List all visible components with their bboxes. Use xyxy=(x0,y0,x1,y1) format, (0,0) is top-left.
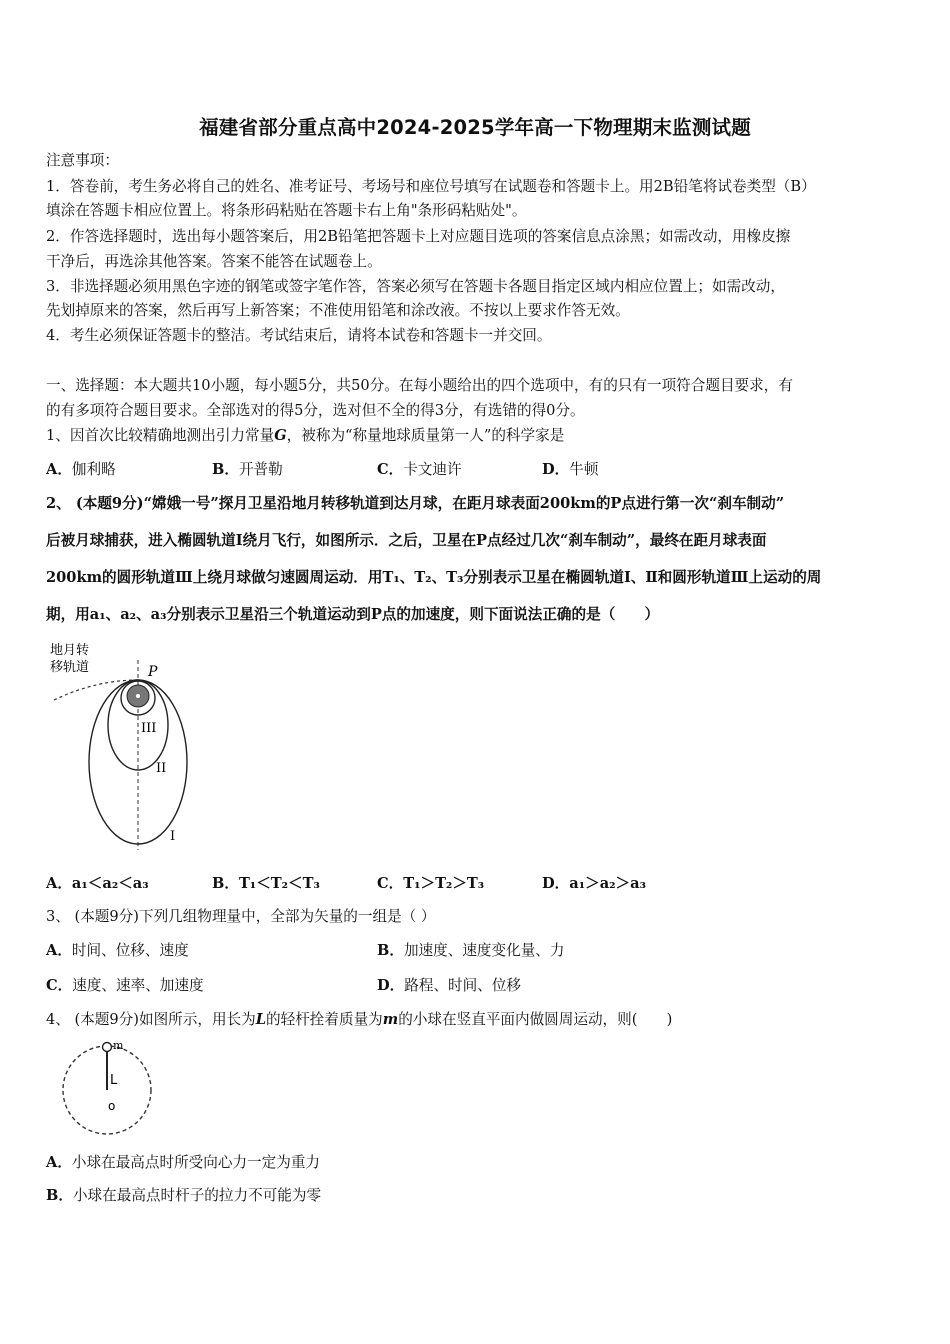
transfer-orbit-label: 地月转 xyxy=(50,643,90,658)
q1-stem: 1、因首次比较精确地测出引力常量G，被称为“称量地球质量第一人”的科学家是 xyxy=(46,427,565,444)
small-ball xyxy=(103,1043,112,1052)
section-intro: 一、选择题：本大题共10小题，每小题5分，共50分。在每小题给出的四个选项中，有的只有一项符合题目要求，有 xyxy=(46,377,793,394)
q3-option-a: A．时间、位移、速度 xyxy=(46,942,189,959)
q4-option-b: B．小球在最高点时杆子的拉力不可能为零 xyxy=(46,1187,322,1204)
q1-option-d: D．牛顿 xyxy=(542,461,599,478)
q2-option-c: C．T₁＞T₂＞T₃ xyxy=(377,875,485,892)
q2-option-b: B．T₁＜T₂＜T₃ xyxy=(212,875,320,892)
q2-stem-line: 2、 (本题9分)“嫦娥一号”探月卫星沿地月转移轨道到达月球，在距月球表面200km的P点进行第一次“刹车制动” xyxy=(46,495,785,512)
page-title: 福建省部分重点高中2024-2025学年高一下物理期末监测试题 xyxy=(199,116,751,139)
moon-center xyxy=(136,694,140,698)
q3-option-d: D．路程、时间、位移 xyxy=(377,977,522,994)
q2-stem-line: 后被月球捕获，进入椭圆轨道Ⅰ绕月飞行，如图所示．之后，卫星在P点经过几次“刹车制动”，最终在距月球表面 xyxy=(46,532,767,549)
q2-option-d: D．a₁＞a₂＞a₃ xyxy=(542,875,646,892)
orbit-iii-label: III xyxy=(141,721,157,736)
mass-label: m xyxy=(113,1039,124,1052)
center-label: o xyxy=(108,1099,116,1113)
q2-option-a: A．a₁＜a₂＜a₃ xyxy=(46,875,149,892)
notice-line: 先划掉原来的答案，然后再写上新答案；不准使用铅笔和涂改液。不按以上要求作答无效。 xyxy=(46,302,630,319)
lunar-orbit-figure xyxy=(46,640,206,855)
q1-option-b: B．开普勒 xyxy=(212,461,283,478)
notice-heading: 注意事项： xyxy=(46,152,119,169)
length-label: L xyxy=(110,1073,118,1088)
orbit-i-label: I xyxy=(170,829,176,844)
q1-option-a: A．伽利略 xyxy=(46,461,116,478)
notice-line: 填涂在答题卡相应位置上。将条形码粘贴在答题卡右上角"条形码粘贴处"。 xyxy=(46,202,527,219)
q3-option-b: B．加速度、速度变化量、力 xyxy=(377,942,565,959)
q1-option-c: C．卡文迪许 xyxy=(377,461,462,478)
q2-stem-line: 200km的圆形轨道Ⅲ上绕月球做匀速圆周运动．用T₁、T₂、T₃分别表示卫星在椭圆轨道Ⅰ、Ⅱ和圆形轨道Ⅲ上运动的周 xyxy=(46,569,822,586)
q4-option-a: A．小球在最高点时所受向心力一定为重力 xyxy=(46,1154,321,1171)
transfer-orbit-label: 移轨道 xyxy=(50,660,90,675)
point-p-label: P xyxy=(148,664,158,680)
q3-stem: 3、 (本题9分)下列几组物理量中，全部为矢量的一组是（ ） xyxy=(46,908,436,925)
notice-line: 2．作答选择题时，选出每小题答案后，用2B铅笔把答题卡上对应题目选项的答案信息点涂黑；如需改动，用橡皮擦 xyxy=(46,228,791,245)
orbit-ii-label: II xyxy=(156,761,167,776)
notice-line: 干净后，再选涂其他答案。答案不能答在试题卷上。 xyxy=(46,253,382,270)
notice-line: 4．考生必须保证答题卡的整洁。考试结束后，请将本试卷和答题卡一并交回。 xyxy=(46,327,552,344)
q2-stem-line: 期，用a₁、a₂、a₃分别表示卫星沿三个轨道运动到P点的加速度，则下面说法正确的是（ ） xyxy=(46,606,660,623)
q4-stem: 4、 (本题9分)如图所示，用长为L的轻杆拴着质量为m的小球在竖直平面内做圆周运动，则( ) xyxy=(46,1011,673,1028)
section-intro: 的有多项符合题目要求。全部选对的得5分，选对但不全的得3分，有选错的得0分。 xyxy=(46,402,585,419)
notice-line: 3．非选择题必须用黑色字迹的钢笔或签字笔作答，答案必须写在答题卡各题目指定区域内相应位置上；如需改动， xyxy=(46,278,785,295)
q3-option-c: C．速度、速率、加速度 xyxy=(46,977,204,994)
notice-line: 1．答卷前，考生务必将自己的姓名、准考证号、考场号和座位号填写在试题卷和答题卡上。用2B铅笔将试卷类型（B） xyxy=(46,178,816,195)
rod-circle-figure xyxy=(52,1038,162,1142)
